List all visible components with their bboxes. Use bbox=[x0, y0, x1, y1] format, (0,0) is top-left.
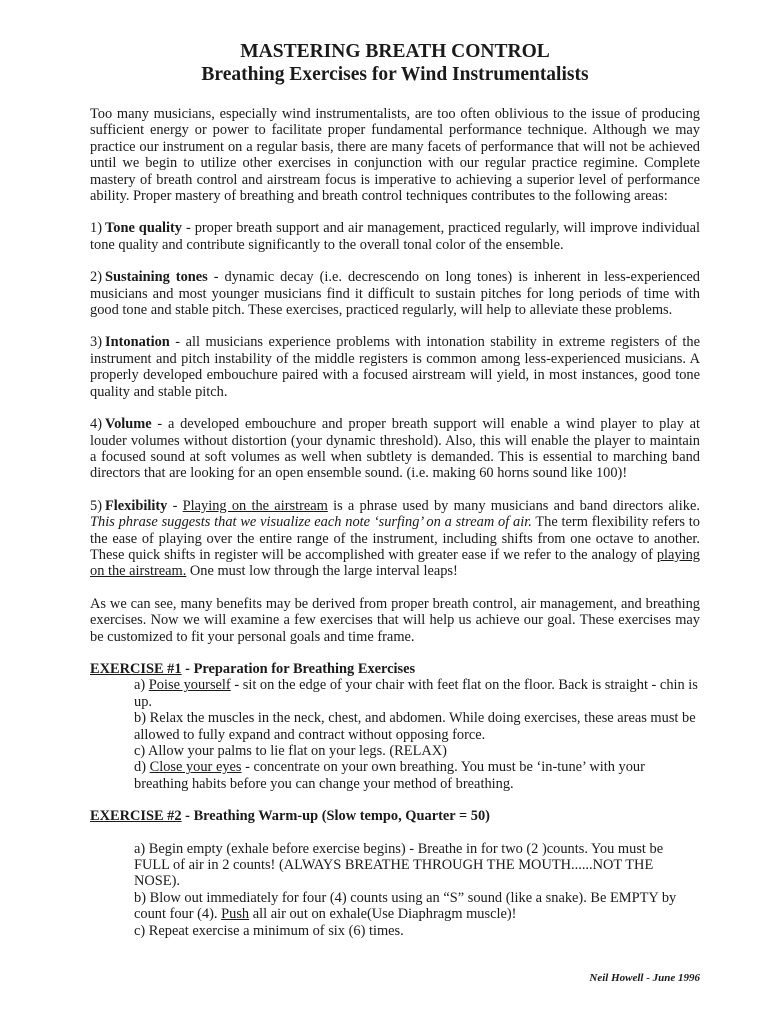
exercise-1-label: EXERCISE #1 bbox=[90, 660, 182, 677]
author-footer: Neil Howell - June 1996 bbox=[589, 972, 700, 984]
exercise-2-item-a bbox=[134, 841, 700, 890]
exercise-1-item-d bbox=[134, 759, 700, 792]
area-paragraph-flexibility bbox=[90, 498, 700, 580]
area-paragraph-tone-quality bbox=[90, 220, 700, 253]
item-text: Relax the muscles in the neck, chest, and abdomen. While doing exercises, these areas must be allowed to fully expand and contract without opposing force. bbox=[134, 710, 696, 743]
item-prefix: c) bbox=[134, 743, 148, 759]
flex-text-2: The term flexibility refers to the ease of playing over the entire range of the instrument, including shifts from one octave to another. These quick shifts in register will be accomplished with greater ease if we refer to the analogy of bbox=[90, 514, 700, 563]
item-text: - concentrate on your own breathing. You must be ‘in-tune’ with your breathing habits before you can change your method of breathing. bbox=[134, 759, 645, 792]
item-text: - sit on the edge of your chair with feet flat on the floor. Back is straight - chin is up. bbox=[134, 677, 698, 710]
exercise-1-item-a bbox=[134, 677, 700, 710]
area-paragraph-sustaining-tones bbox=[90, 269, 700, 318]
airstream-phrase: Playing on the airstream bbox=[182, 497, 328, 514]
area-text: - all musicians experience problems with intonation stability in extreme registers of the instrument and pitch instability of the middle registers is common among less-experienced musicians. A properly developed embouchure paired with a focused airstream will yield, in most instances, good tone quality and stable pitch. bbox=[90, 334, 700, 400]
flex-italic-text: This phrase suggests that we visualize each note ‘surfing’ on a stream of air. bbox=[90, 514, 532, 531]
area-term: Tone quality bbox=[105, 220, 182, 237]
item-prefix: b) bbox=[134, 889, 150, 906]
section-spacer bbox=[90, 792, 700, 808]
area-term: Volume bbox=[105, 416, 152, 433]
item-prefix: a) bbox=[134, 840, 149, 857]
exercise-2-label: EXERCISE #2 bbox=[90, 808, 182, 825]
area-term: Flexibility bbox=[105, 497, 168, 514]
area-paragraph-intonation bbox=[90, 334, 700, 400]
item-prefix: c) bbox=[134, 922, 149, 939]
airstream-phrase-2: playing on the airstream. bbox=[90, 546, 700, 580]
exercise-2-heading bbox=[90, 808, 700, 824]
area-text: - dynamic decay (i.e. decrescendo on long tones) is inherent in less-experienced musicians and most younger musicians find it difficult to sustain pitches for long periods of time with good tone and stable pitch. These exercises, practiced regularly, will help to alleviate these problems. bbox=[90, 269, 700, 319]
item-prefix: b) bbox=[134, 710, 150, 727]
area-text: - a developed embouchure and proper breath support will enable a wind player to play at louder volumes without distortion (your dynamic threshold). Also, this will enable the player to maintain a focused sound at soft volumes as well when subtlety is demanded. This is essential to marching band directors that are looking for an open ensemble sound. (i.e. making 60 horns sound like 100)! bbox=[90, 416, 700, 482]
document-title: MASTERING BREATH CONTROL bbox=[240, 41, 550, 62]
item-underlined: Push bbox=[221, 906, 250, 923]
flex-text-3: One must low through the large interval leaps! bbox=[186, 563, 458, 580]
area-number: 5) bbox=[90, 497, 102, 514]
area-separator: - bbox=[167, 497, 183, 514]
item-text: Repeat exercise a minimum of six (6) times. bbox=[148, 922, 404, 939]
exercise-1-item-c bbox=[134, 743, 700, 759]
item-prefix: a) bbox=[134, 677, 149, 694]
item-text: all air out on exhale(Use Diaphragm muscle)! bbox=[249, 906, 517, 923]
intro-paragraph: Too many musicians, especially wind instrumentalists, are too often oblivious to the issue of producing sufficient energy or power to facilitate proper fundamental performance technique. Although we may practice our instrument on a regular basis, there are many facets of performance that will not be achieved until we begin to utilize other exercises in conjunction with our regular practice regimine. Complete mastery of breath control and airstream focus is imperative to achieving a superior level of performance ability. Proper mastery of breathing and breath control techniques contributes to the following areas: bbox=[90, 106, 700, 205]
item-prefix: d) bbox=[134, 759, 150, 776]
exercise-2-title: - Breathing Warm-up (Slow tempo, Quarter = 50) bbox=[181, 808, 490, 825]
area-text: - proper breath support and air management, practiced regularly, will improve individual tone quality and contribute significantly to the overall tonal color of the ensemble. bbox=[90, 220, 700, 253]
area-paragraph-volume bbox=[90, 416, 700, 482]
area-number: 3) bbox=[90, 334, 102, 351]
area-term: Intonation bbox=[105, 334, 170, 351]
exercise-1-title: - Preparation for Breathing Exercises bbox=[181, 660, 416, 677]
flex-text-1: is a phrase used by many musicians and band directors alike. bbox=[327, 497, 700, 514]
item-text: Begin empty (exhale before exercise begins) - Breathe in for two (2 )counts. You must be FULL of air in 2 counts! (ALWAYS BREATHE THROUGH THE MOUTH......NOT THE NOSE). bbox=[134, 840, 664, 890]
exercise-1-heading bbox=[90, 661, 700, 677]
area-term: Sustaining tones bbox=[105, 269, 208, 286]
item-text: Allow your palms to lie flat on your legs. (RELAX) bbox=[147, 743, 447, 759]
item-text: Blow out immediately for four (4) counts using an “S” sound (like a snake). Be EMPTY by count four (4). bbox=[134, 889, 677, 923]
area-number: 4) bbox=[90, 416, 102, 433]
item-underlined: Close your eyes bbox=[149, 759, 242, 776]
summary-paragraph: As we can see, many benefits may be derived from proper breath control, air management, and breathing exercises. Now we will examine a few exercises that will help us achieve our goal. These exercises may be customized to fit your personal goals and time frame. bbox=[90, 595, 700, 645]
area-number: 2) bbox=[90, 269, 102, 286]
area-number: 1) bbox=[90, 220, 102, 237]
exercise-2-item-b bbox=[134, 890, 700, 923]
exercise-1-item-b bbox=[134, 710, 700, 743]
document-subtitle: Breathing Exercises for Wind Instrumentalists bbox=[201, 64, 589, 85]
item-underlined: Poise yourself bbox=[148, 677, 231, 694]
exercise-2-item-c bbox=[134, 923, 700, 939]
